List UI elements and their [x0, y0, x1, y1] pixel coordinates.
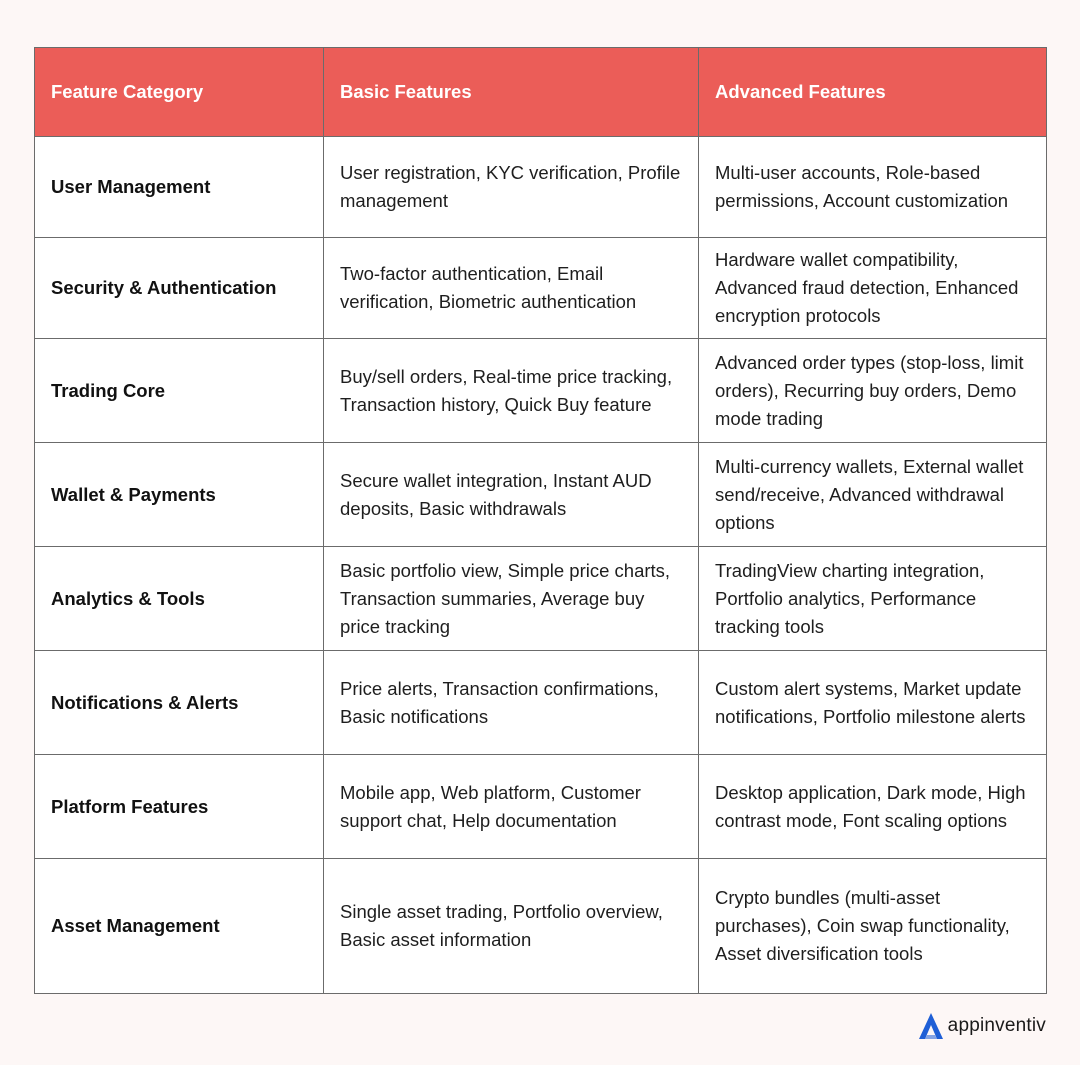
advanced-cell: Crypto bundles (multi-asset purchases), Coin swap functionality, Asset diversification tools	[699, 859, 1047, 994]
category-cell: Notifications & Alerts	[35, 651, 324, 755]
table-row	[35, 137, 1047, 238]
advanced-cell: Multi-currency wallets, External wallet send/receive, Advanced withdrawal options	[699, 443, 1047, 547]
header-row	[35, 48, 1047, 137]
advanced-cell: TradingView charting integration, Portfolio analytics, Performance tracking tools	[699, 547, 1047, 651]
category-cell: User Management	[35, 137, 324, 238]
advanced-cell: Hardware wallet compatibility, Advanced fraud detection, Enhanced encryption protocols	[699, 238, 1047, 339]
category-cell: Security & Authentication	[35, 238, 324, 339]
basic-cell: Two-factor authentication, Email verification, Biometric authentication	[324, 238, 699, 339]
category-cell: Wallet & Payments	[35, 443, 324, 547]
category-cell: Asset Management	[35, 859, 324, 994]
header-basic-features: Basic Features	[324, 48, 699, 137]
advanced-cell: Advanced order types (stop-loss, limit orders), Recurring buy orders, Demo mode trading	[699, 339, 1047, 443]
header-feature-category: Feature Category	[35, 48, 324, 137]
basic-cell: Single asset trading, Portfolio overview, Basic asset information	[324, 859, 699, 994]
category-cell: Trading Core	[35, 339, 324, 443]
basic-cell: Price alerts, Transaction confirmations, Basic notifications	[324, 651, 699, 755]
basic-cell: Basic portfolio view, Simple price charts, Transaction summaries, Average buy price tracking	[324, 547, 699, 651]
table-row	[35, 238, 1047, 339]
brand-logo	[918, 1012, 1046, 1040]
features-table	[34, 47, 1047, 994]
appinventiv-logo-icon	[918, 1012, 944, 1040]
advanced-cell: Custom alert systems, Market update notifications, Portfolio milestone alerts	[699, 651, 1047, 755]
basic-cell: User registration, KYC verification, Profile management	[324, 137, 699, 238]
header-advanced-features: Advanced Features	[699, 48, 1047, 137]
table-row	[35, 859, 1047, 994]
table-row	[35, 755, 1047, 859]
category-cell: Analytics & Tools	[35, 547, 324, 651]
basic-cell: Buy/sell orders, Real-time price tracking, Transaction history, Quick Buy feature	[324, 339, 699, 443]
basic-cell: Mobile app, Web platform, Customer support chat, Help documentation	[324, 755, 699, 859]
category-cell: Platform Features	[35, 755, 324, 859]
basic-cell: Secure wallet integration, Instant AUD deposits, Basic withdrawals	[324, 443, 699, 547]
table-row	[35, 339, 1047, 443]
advanced-cell: Desktop application, Dark mode, High contrast mode, Font scaling options	[699, 755, 1047, 859]
advanced-cell: Multi-user accounts, Role-based permissions, Account customization	[699, 137, 1047, 238]
table-row	[35, 443, 1047, 547]
table-row	[35, 651, 1047, 755]
brand-name: appinventiv	[947, 1015, 1046, 1036]
table-row	[35, 547, 1047, 651]
